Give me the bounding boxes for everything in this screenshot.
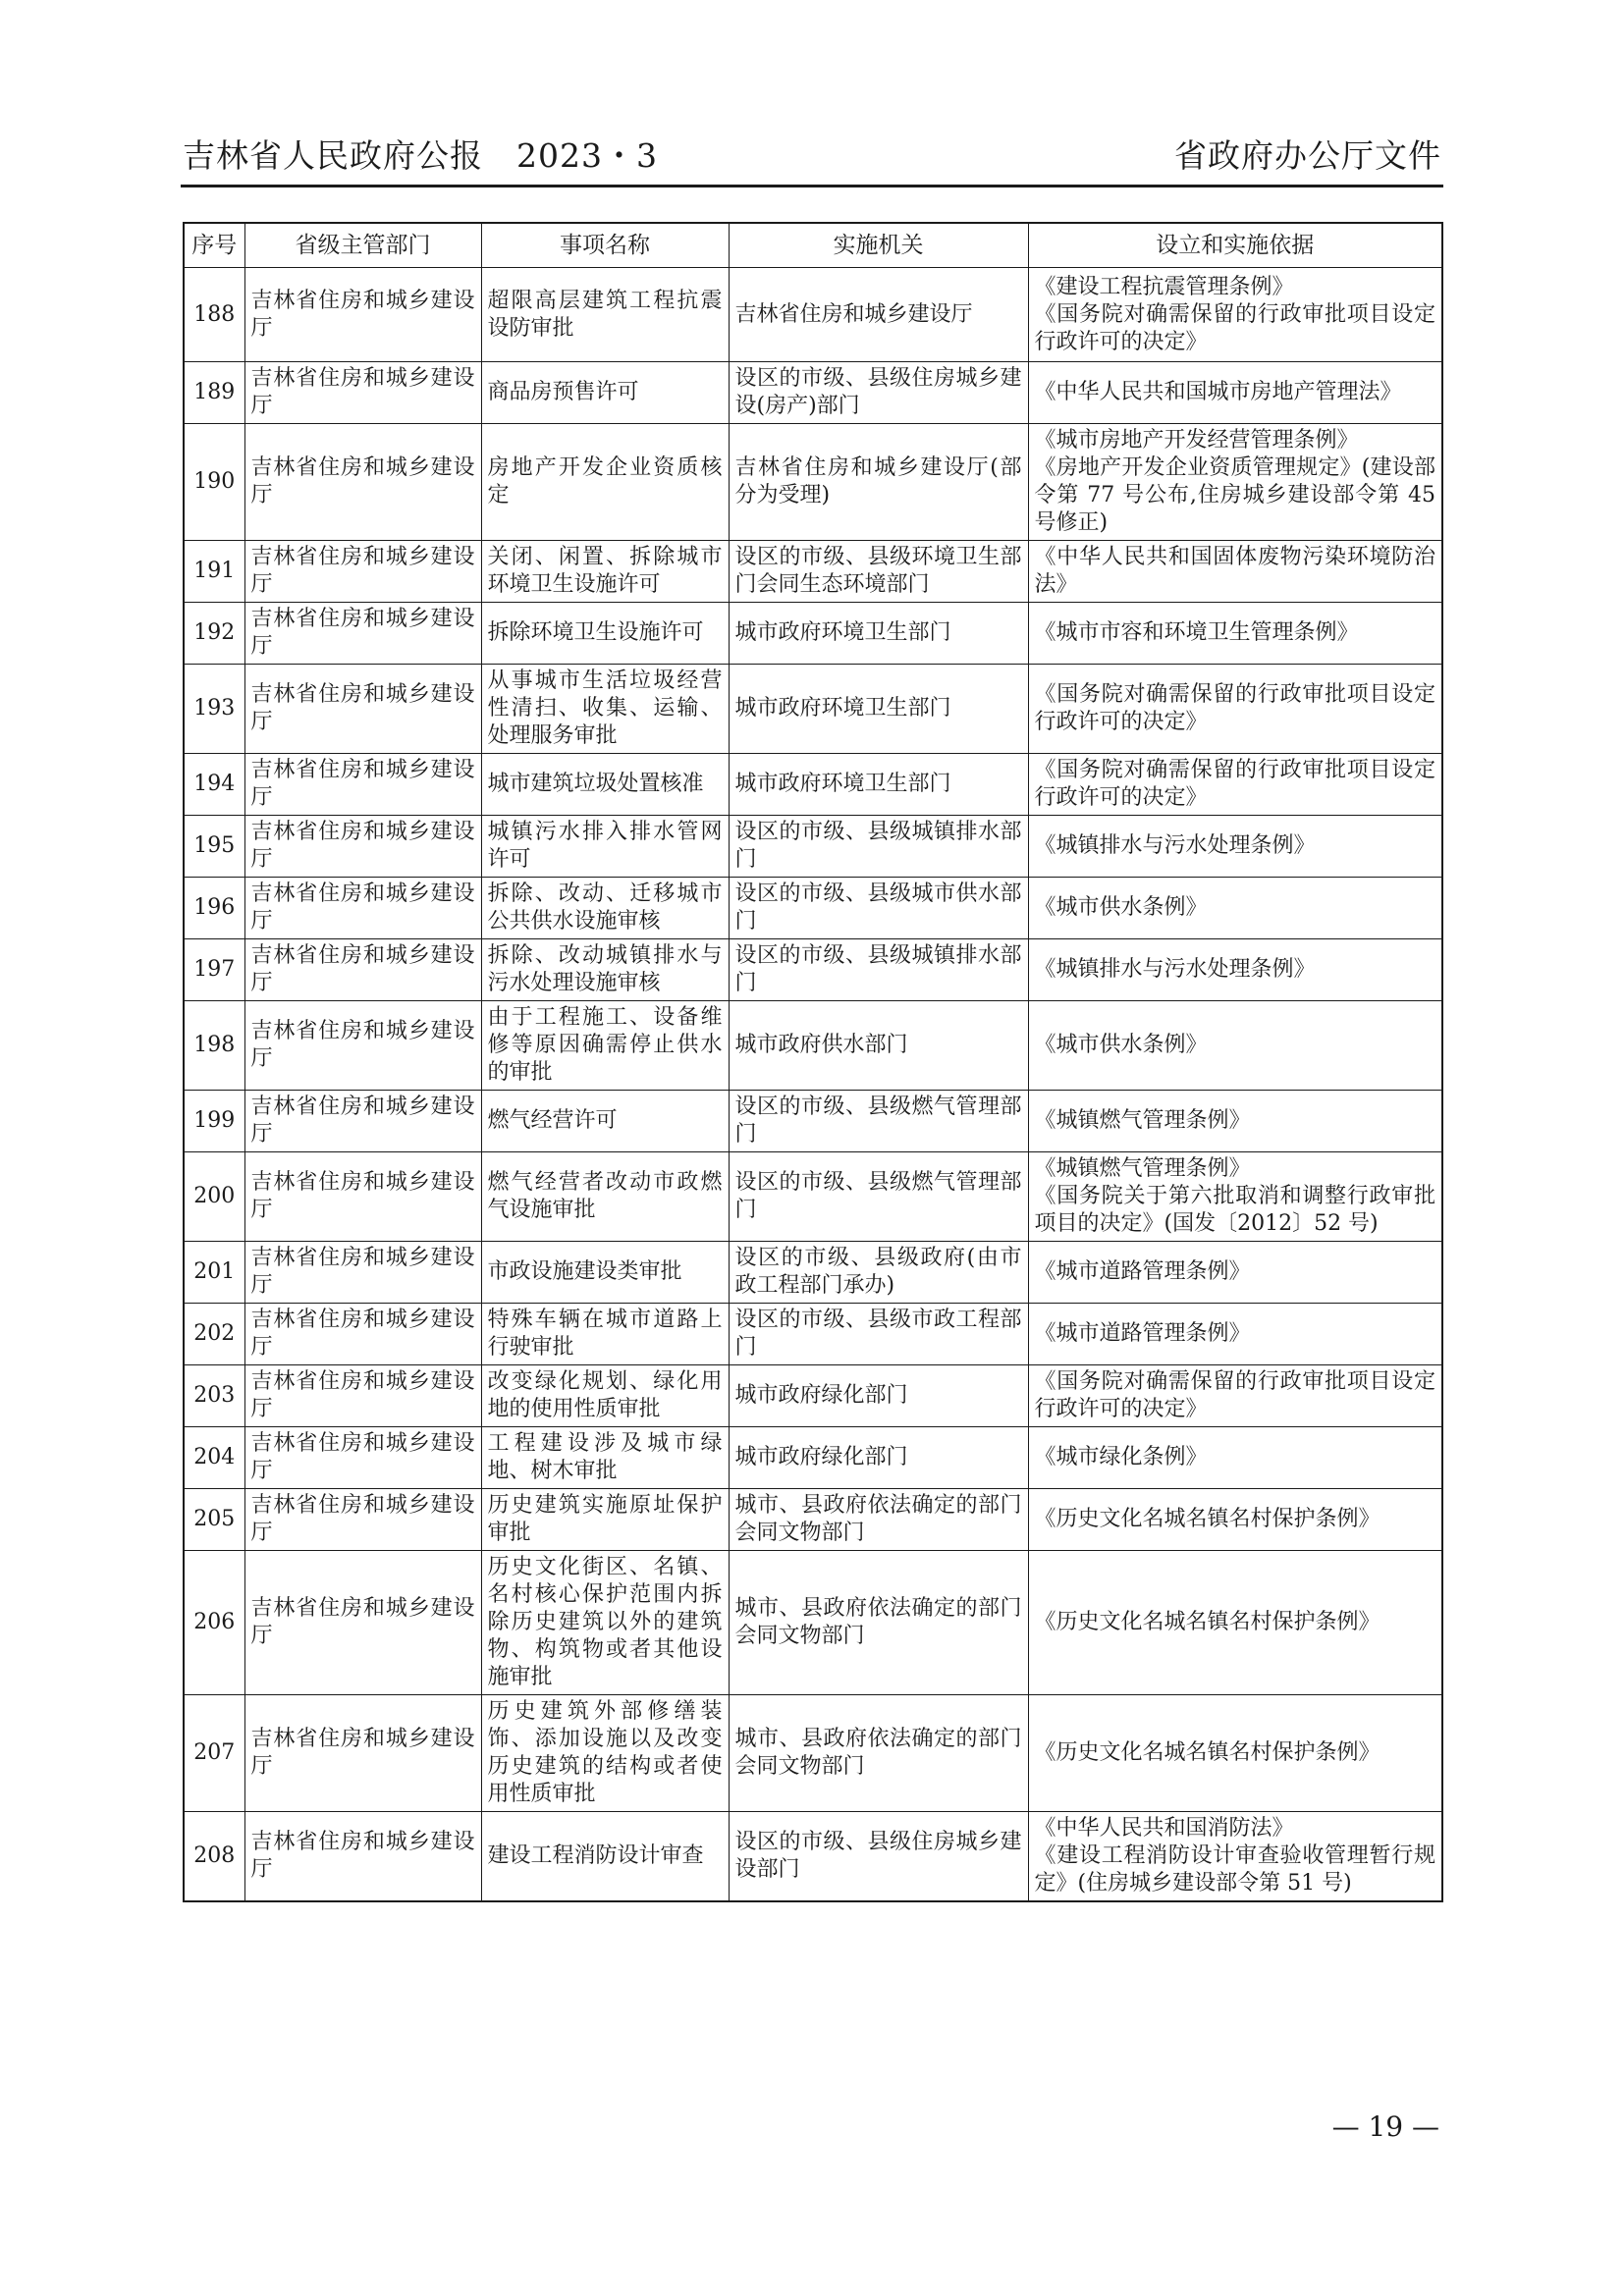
row-number: 204 <box>184 1427 244 1489</box>
row-number: 195 <box>184 816 244 878</box>
implementing-org-cell: 设区的市级、县级城镇排水部门 <box>729 939 1028 1001</box>
implementing-org-cell: 设区的市级、县级住房城乡建设部门 <box>729 1812 1028 1902</box>
department-cell: 吉林省住房和城乡建设厅 <box>244 754 481 816</box>
implementing-org-cell: 城市政府环境卫生部门 <box>729 665 1028 754</box>
table-row <box>184 362 1442 424</box>
row-number: 202 <box>184 1304 244 1365</box>
legal-basis-cell: 《城镇燃气管理条例》 <box>1028 1091 1442 1152</box>
table-row <box>184 1365 1442 1427</box>
row-number: 192 <box>184 603 244 665</box>
department-cell: 吉林省住房和城乡建设厅 <box>244 1091 481 1152</box>
table-row <box>184 878 1442 939</box>
legal-basis-cell: 《城市供水条例》 <box>1028 878 1442 939</box>
implementing-org-cell: 设区的市级、县级住房城乡建设(房产)部门 <box>729 362 1028 424</box>
implementing-org-cell: 设区的市级、县级城市供水部门 <box>729 878 1028 939</box>
department-cell: 吉林省住房和城乡建设厅 <box>244 1242 481 1304</box>
implementing-org-cell: 城市政府供水部门 <box>729 1001 1028 1091</box>
implementing-org-cell: 城市政府绿化部门 <box>729 1427 1028 1489</box>
legal-basis-cell: 《国务院对确需保留的行政审批项目设定行政许可的决定》 <box>1028 665 1442 754</box>
legal-basis-cell: 《城市市容和环境卫生管理条例》 <box>1028 603 1442 665</box>
item-name-cell: 历史文化街区、名镇、名村核心保护范围内拆除历史建筑以外的建筑物、构筑物或者其他设施审批 <box>481 1551 729 1695</box>
row-number: 191 <box>184 541 244 603</box>
legal-basis-cell: 《中华人民共和国消防法》 《建设工程消防设计审查验收管理暂行规定》(住房城乡建设部令第 51 号) <box>1028 1812 1442 1902</box>
row-number: 201 <box>184 1242 244 1304</box>
department-cell: 吉林省住房和城乡建设厅 <box>244 1695 481 1812</box>
table-row <box>184 541 1442 603</box>
column-header-no: 序号 <box>184 223 244 268</box>
row-number: 189 <box>184 362 244 424</box>
item-name-cell: 燃气经营者改动市政燃气设施审批 <box>481 1152 729 1242</box>
row-number: 196 <box>184 878 244 939</box>
legal-basis-cell: 《建设工程抗震管理条例》 《国务院对确需保留的行政审批项目设定行政许可的决定》 <box>1028 268 1442 362</box>
table-row <box>184 268 1442 362</box>
implementing-org-cell: 城市政府环境卫生部门 <box>729 754 1028 816</box>
department-cell: 吉林省住房和城乡建设厅 <box>244 1427 481 1489</box>
table-row <box>184 1551 1442 1695</box>
implementing-org-cell: 城市政府绿化部门 <box>729 1365 1028 1427</box>
legal-basis-cell: 《历史文化名城名镇名村保护条例》 <box>1028 1489 1442 1551</box>
item-name-cell: 特殊车辆在城市道路上行驶审批 <box>481 1304 729 1365</box>
item-name-cell: 历史建筑外部修缮装饰、添加设施以及改变历史建筑的结构或者使用性质审批 <box>481 1695 729 1812</box>
item-name-cell: 由于工程施工、设备维修等原因确需停止供水的审批 <box>481 1001 729 1091</box>
department-cell: 吉林省住房和城乡建设厅 <box>244 268 481 362</box>
table-row <box>184 1242 1442 1304</box>
implementing-org-cell: 设区的市级、县级政府(由市政工程部门承办) <box>729 1242 1028 1304</box>
row-number: 193 <box>184 665 244 754</box>
row-number: 206 <box>184 1551 244 1695</box>
column-header-implementing-org: 实施机关 <box>729 223 1028 268</box>
row-number: 197 <box>184 939 244 1001</box>
item-name-cell: 城市建筑垃圾处置核准 <box>481 754 729 816</box>
row-number: 199 <box>184 1091 244 1152</box>
item-name-cell: 市政设施建设类审批 <box>481 1242 729 1304</box>
implementing-org-cell: 城市政府环境卫生部门 <box>729 603 1028 665</box>
implementing-org-cell: 城市、县政府依法确定的部门会同文物部门 <box>729 1551 1028 1695</box>
row-number: 194 <box>184 754 244 816</box>
legal-basis-cell: 《历史文化名城名镇名村保护条例》 <box>1028 1551 1442 1695</box>
table-row <box>184 1152 1442 1242</box>
column-header-item-name: 事项名称 <box>481 223 729 268</box>
header-publication-title: 吉林省人民政府公报 2023・3 <box>183 136 658 175</box>
item-name-cell: 拆除环境卫生设施许可 <box>481 603 729 665</box>
implementing-org-cell: 吉林省住房和城乡建设厅 <box>729 268 1028 362</box>
table-row <box>184 939 1442 1001</box>
item-name-cell: 商品房预售许可 <box>481 362 729 424</box>
row-number: 190 <box>184 424 244 541</box>
item-name-cell: 工程建设涉及城市绿地、树木审批 <box>481 1427 729 1489</box>
legal-basis-cell: 《城市道路管理条例》 <box>1028 1304 1442 1365</box>
table-row <box>184 603 1442 665</box>
table-row <box>184 1812 1442 1902</box>
approval-items-table <box>183 222 1443 1902</box>
table-row <box>184 754 1442 816</box>
legal-basis-cell: 《城市道路管理条例》 <box>1028 1242 1442 1304</box>
department-cell: 吉林省住房和城乡建设厅 <box>244 603 481 665</box>
page-number: — 19 — <box>1331 2110 1439 2143</box>
item-name-cell: 从事城市生活垃圾经营性清扫、收集、运输、处理服务审批 <box>481 665 729 754</box>
item-name-cell: 拆除、改动城镇排水与污水处理设施审核 <box>481 939 729 1001</box>
implementing-org-cell: 城市、县政府依法确定的部门会同文物部门 <box>729 1695 1028 1812</box>
table-row <box>184 1489 1442 1551</box>
implementing-org-cell: 设区的市级、县级燃气管理部门 <box>729 1091 1028 1152</box>
legal-basis-cell: 《城镇燃气管理条例》 《国务院关于第六批取消和调整行政审批项目的决定》(国发〔2012〕52 号) <box>1028 1152 1442 1242</box>
legal-basis-cell: 《中华人民共和国固体废物污染环境防治法》 <box>1028 541 1442 603</box>
table-row <box>184 1304 1442 1365</box>
department-cell: 吉林省住房和城乡建设厅 <box>244 1365 481 1427</box>
table-row <box>184 816 1442 878</box>
department-cell: 吉林省住房和城乡建设厅 <box>244 1001 481 1091</box>
row-number: 205 <box>184 1489 244 1551</box>
item-name-cell: 建设工程消防设计审查 <box>481 1812 729 1902</box>
implementing-org-cell: 设区的市级、县级城镇排水部门 <box>729 816 1028 878</box>
implementing-org-cell: 设区的市级、县级市政工程部门 <box>729 1304 1028 1365</box>
row-number: 207 <box>184 1695 244 1812</box>
department-cell: 吉林省住房和城乡建设厅 <box>244 665 481 754</box>
table-row <box>184 1001 1442 1091</box>
department-cell: 吉林省住房和城乡建设厅 <box>244 1304 481 1365</box>
table-row <box>184 1695 1442 1812</box>
implementing-org-cell: 设区的市级、县级燃气管理部门 <box>729 1152 1028 1242</box>
department-cell: 吉林省住房和城乡建设厅 <box>244 1152 481 1242</box>
table-row <box>184 665 1442 754</box>
implementing-org-cell: 吉林省住房和城乡建设厅(部分为受理) <box>729 424 1028 541</box>
table-row <box>184 1427 1442 1489</box>
header-section-title: 省政府办公厅文件 <box>1174 136 1441 175</box>
legal-basis-cell: 《城镇排水与污水处理条例》 <box>1028 816 1442 878</box>
item-name-cell: 改变绿化规划、绿化用地的使用性质审批 <box>481 1365 729 1427</box>
row-number: 200 <box>184 1152 244 1242</box>
legal-basis-cell: 《国务院对确需保留的行政审批项目设定行政许可的决定》 <box>1028 1365 1442 1427</box>
legal-basis-cell: 《国务院对确需保留的行政审批项目设定行政许可的决定》 <box>1028 754 1442 816</box>
department-cell: 吉林省住房和城乡建设厅 <box>244 1812 481 1902</box>
item-name-cell: 房地产开发企业资质核定 <box>481 424 729 541</box>
department-cell: 吉林省住房和城乡建设厅 <box>244 939 481 1001</box>
department-cell: 吉林省住房和城乡建设厅 <box>244 424 481 541</box>
column-header-legal-basis: 设立和实施依据 <box>1028 223 1442 268</box>
item-name-cell: 超限高层建筑工程抗震设防审批 <box>481 268 729 362</box>
department-cell: 吉林省住房和城乡建设厅 <box>244 1551 481 1695</box>
column-header-department: 省级主管部门 <box>244 223 481 268</box>
department-cell: 吉林省住房和城乡建设厅 <box>244 541 481 603</box>
legal-basis-cell: 《中华人民共和国城市房地产管理法》 <box>1028 362 1442 424</box>
legal-basis-cell: 《城市房地产开发经营管理条例》 《房地产开发企业资质管理规定》(建设部令第 77 号公布,住房城乡建设部令第 45 号修正) <box>1028 424 1442 541</box>
header-rule <box>181 185 1443 187</box>
row-number: 188 <box>184 268 244 362</box>
table-row <box>184 424 1442 541</box>
department-cell: 吉林省住房和城乡建设厅 <box>244 816 481 878</box>
department-cell: 吉林省住房和城乡建设厅 <box>244 878 481 939</box>
department-cell: 吉林省住房和城乡建设厅 <box>244 1489 481 1551</box>
item-name-cell: 历史建筑实施原址保护审批 <box>481 1489 729 1551</box>
item-name-cell: 关闭、闲置、拆除城市环境卫生设施许可 <box>481 541 729 603</box>
row-number: 203 <box>184 1365 244 1427</box>
department-cell: 吉林省住房和城乡建设厅 <box>244 362 481 424</box>
item-name-cell: 燃气经营许可 <box>481 1091 729 1152</box>
implementing-org-cell: 城市、县政府依法确定的部门会同文物部门 <box>729 1489 1028 1551</box>
table-header-row <box>184 223 1442 268</box>
legal-basis-cell: 《城市供水条例》 <box>1028 1001 1442 1091</box>
legal-basis-cell: 《城镇排水与污水处理条例》 <box>1028 939 1442 1001</box>
item-name-cell: 城镇污水排入排水管网许可 <box>481 816 729 878</box>
row-number: 198 <box>184 1001 244 1091</box>
table-row <box>184 1091 1442 1152</box>
implementing-org-cell: 设区的市级、县级环境卫生部门会同生态环境部门 <box>729 541 1028 603</box>
row-number: 208 <box>184 1812 244 1902</box>
legal-basis-cell: 《城市绿化条例》 <box>1028 1427 1442 1489</box>
legal-basis-cell: 《历史文化名城名镇名村保护条例》 <box>1028 1695 1442 1812</box>
item-name-cell: 拆除、改动、迁移城市公共供水设施审核 <box>481 878 729 939</box>
